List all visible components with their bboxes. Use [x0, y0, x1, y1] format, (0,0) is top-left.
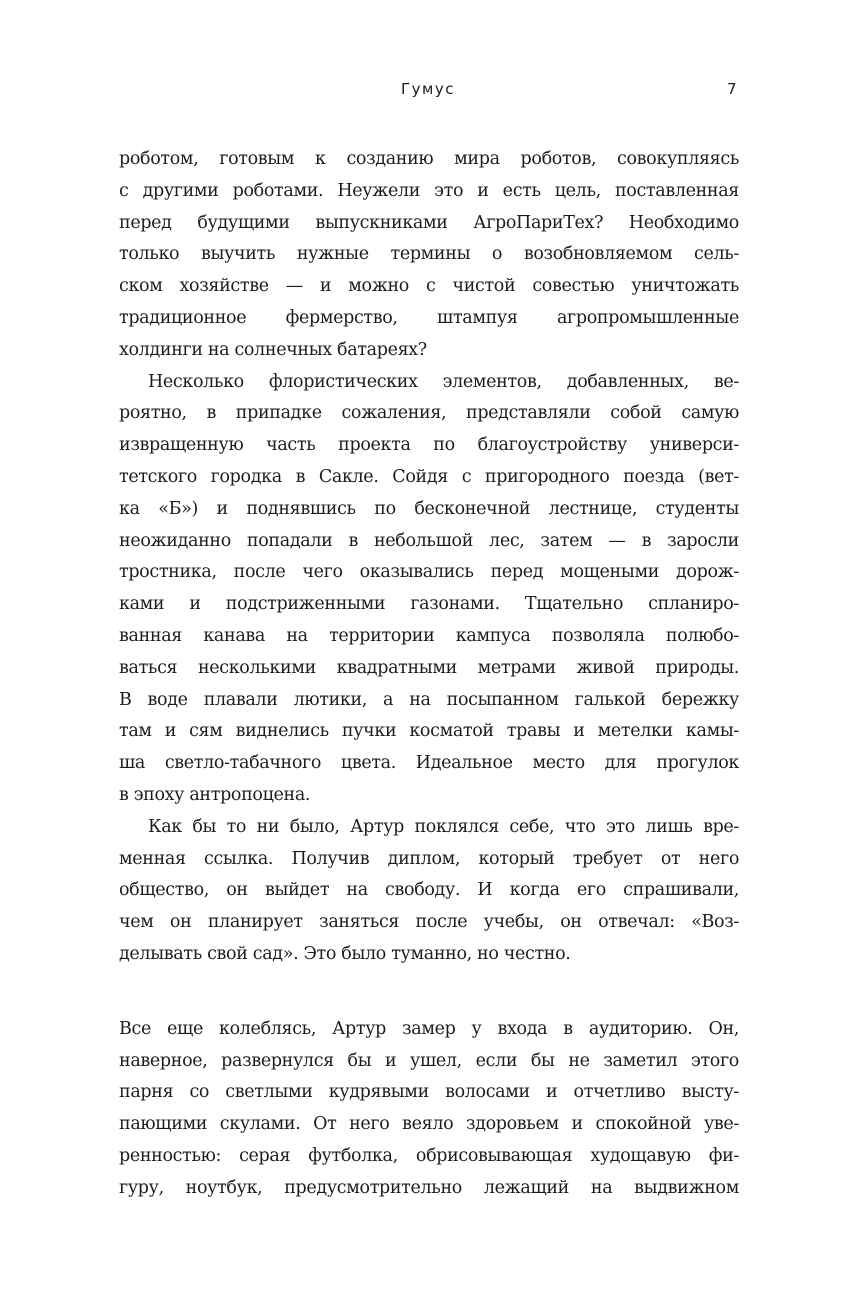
text-line: менная ссылка. Получив диплом, который требует от него [119, 848, 739, 869]
text-line: неожиданно попадали в небольшой лес, затем — в заросли [119, 530, 739, 551]
running-title: Гумус [401, 80, 455, 98]
text-line: перед будущими выпускниками АгроПариТех? Необходимо [119, 212, 739, 233]
text-line: тетского городка в Сакле. Сойдя с пригородного поезда (вет- [119, 466, 739, 487]
text-line: ренностью: серая футболка, обрисовывающая худощавую фи- [119, 1145, 739, 1166]
paragraph-1 [119, 144, 739, 367]
text-line: наверное, развернулся бы и ушел, если бы не заметил этого [119, 1050, 739, 1071]
body-text [119, 144, 739, 1205]
text-line: общество, он выйдет на свободу. И когда его спрашивали, [119, 880, 739, 901]
text-line: роятно, в припадке сожаления, представляли собой самую [119, 403, 739, 424]
text-line: извращенную часть проекта по благоустройству универси- [119, 435, 739, 456]
text-line: Несколько флористических элементов, добавленных, ве- [148, 371, 739, 392]
text-line: ванная канава на территории кампуса позволяла полюбо- [119, 625, 739, 646]
text-line: чем он планирует заняться после учебы, он отвечал: «Воз- [119, 912, 739, 933]
text-line: с другими роботами. Неужели это и есть цель, поставленная [119, 180, 739, 201]
text-line: ваться несколькими квадратными метрами живой природы. [119, 657, 739, 678]
text-line: традиционное фермерство, штампуя агропромышленные [119, 307, 739, 328]
paragraph-2 [119, 367, 739, 812]
text-line: ка «Б») и поднявшись по бесконечной лестнице, студенты [119, 498, 739, 519]
text-line: Все еще колеблясь, Артур замер у входа в аудиторию. Он, [119, 1018, 739, 1039]
text-line: роботом, готовым к созданию мира роботов, совокупляясь [119, 149, 739, 169]
paragraph-3 [119, 812, 739, 971]
text-line: в эпоху антропоцена. [119, 784, 311, 805]
text-line: пающими скулами. От него веяло здоровьем и спокойной уве- [119, 1114, 739, 1135]
text-line: ками и подстриженными газонами. Тщательно спланиро- [119, 594, 739, 615]
running-head [0, 80, 856, 104]
text-line: ша светло-табачного цвета. Идеальное место для прогулок [119, 753, 739, 774]
section-break [119, 971, 739, 1014]
text-line: там и сям виднелись пучки косматой травы и метелки камы- [119, 721, 739, 742]
text-line: холдинги на солнечных батареях? [119, 339, 427, 360]
text-line: Как бы то ни было, Артур поклялся себе, что это лишь вре- [148, 816, 739, 837]
text-line: ском хозяйстве — и можно с чистой совестью уничтожать [119, 276, 739, 297]
text-line: делывать свой сад». Это было туманно, но честно. [119, 943, 571, 964]
text-line: парня со светлыми кудрявыми волосами и отчетливо высту- [119, 1082, 739, 1103]
text-line: гуру, ноутбук, предусмотрительно лежащий на выдвижном [119, 1177, 739, 1198]
text-line: только выучить нужные термины о возобновляемом сель- [119, 244, 739, 265]
paragraph-4 [119, 1014, 739, 1205]
text-line: тростника, после чего оказывались перед мощеными дорож- [119, 562, 739, 583]
page-number: 7 [727, 80, 737, 98]
text-line: В воде плавали лютики, а на посыпанном галькой бережку [119, 689, 739, 710]
